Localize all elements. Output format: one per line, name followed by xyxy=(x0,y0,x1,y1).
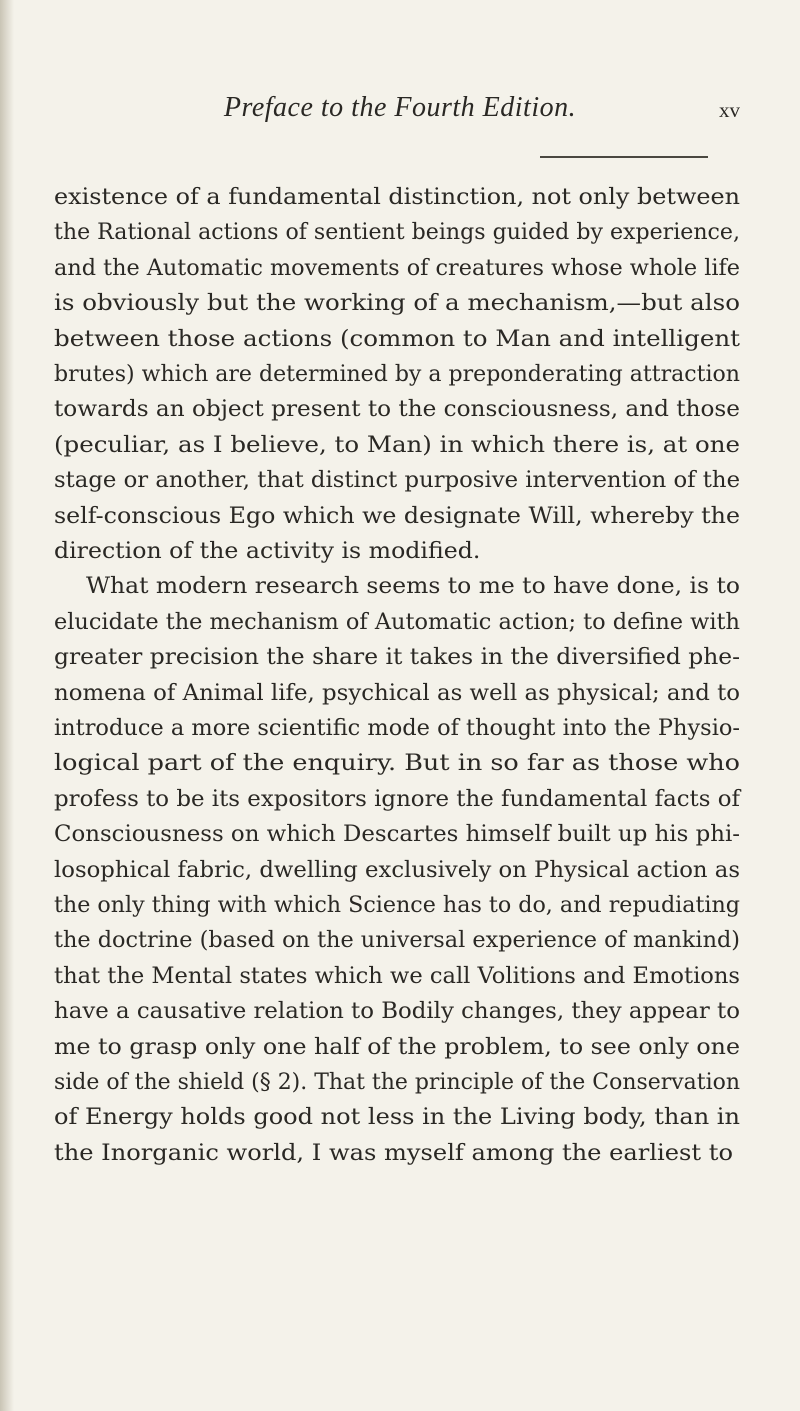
page-header xyxy=(120,92,740,132)
page-gutter-shadow xyxy=(0,0,14,1411)
header-rule xyxy=(540,156,708,158)
running-title: Preface to the Fourth Edition. xyxy=(223,92,577,123)
book-page: Preface to the Fourth Edition. xv existence of a fundamental distinction, not only between the Rational actions of sentient beings guided by experience, and the Automatic movements of creatures whose whole life is obviously but the working of a mechanism,—but also between those actions (common to Man and intelligent brutes) which are determined by a preponderating attraction towards an object present to the consciousness, and those (peculiar, as I believe, to Man) in which there is, at one stage or another, that distinct purposive intervention of the self-conscious Ego which we designate Will, whereby the direction of the activity is modified. What modern research seems to me to have done, is to elucidate the mechanism of Automatic action; to define with greater precision the share it takes in the diversified phe- nomena of Animal life, psychical as well as physical; and to introduce a more scientific mode of thought into the Physio- logical part of the enquiry. But in so far as those who profess to be its expositors ignore the fundamental facts of Consciousness on which Descartes himself built up his phi- losophical fabric, dwelling exclusively on Physical action as the only thing with which Science has to do, and repudiating the doctrine (based on the universal experience of mankind) that the Mental states which we call Volitions and Emotions have a causative relation to Bodily changes, they appear to me to grasp only one half of the problem, to see only one side of the shield (§ 2). That the principle of the Conservation of Energy holds good not less in the Living body, than in the Inorganic world, I was myself among the earliest to xyxy=(0,0,800,1411)
page-number: xv xyxy=(719,98,740,122)
